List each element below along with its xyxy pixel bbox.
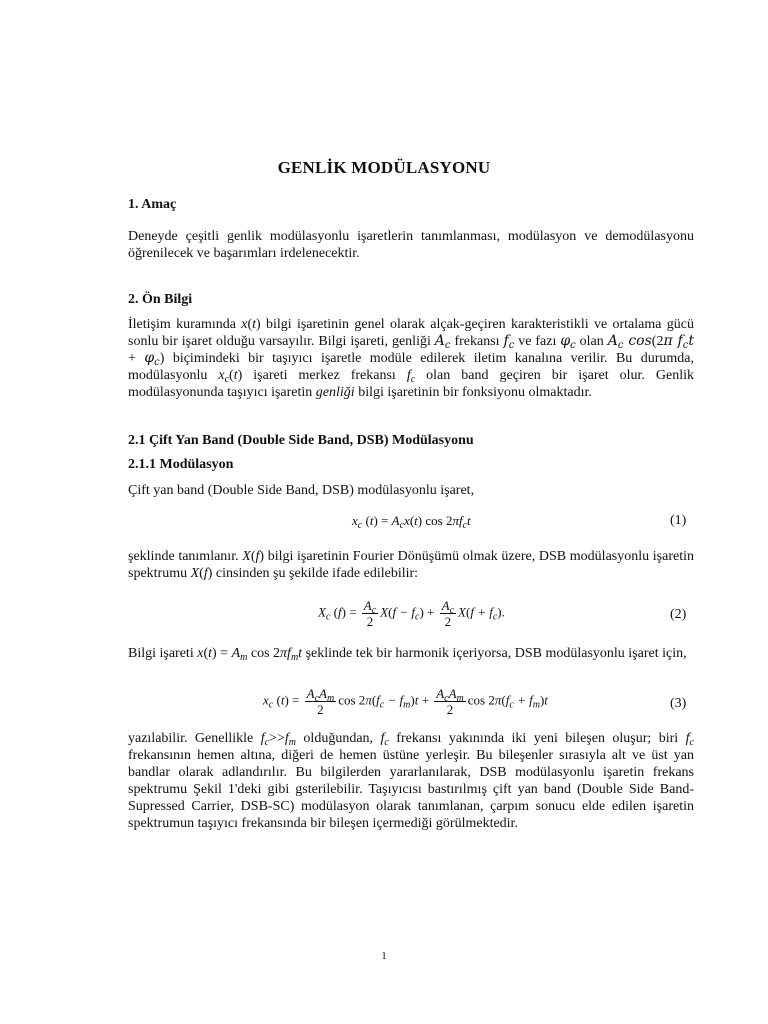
paragraph-single-harmonic: Bilgi işareti $x(t) = A_m$ $\cos 2\pi f_mt$ şeklinde tek bir harmonik içeriyorsa, DSB modülasyonlu işaret için, <box>128 646 687 663</box>
equation-2-number: (2) <box>670 607 687 622</box>
page-title: GENLİK MODÜLASYONU <box>277 158 491 177</box>
paragraph-sidebands: yazılabilir. Genellikle $f_c>>f_m$ olduğundan, $f_c$ frekansı yakınında iki yeni bileşen oluşur; biri $f_c$ frekansının hemen altına, diğeri de hemen üstüne yerleşir. Bu bileşenler sırasıyla alt ve üst yan bandlar olarak adlandırılır. Bu bilgilerden yararlanılarak, DSB modülasyonlu işaretin frekans spektrumu Şekil 1'deki gibi gsterilebilir. Taşıyıcısı bastırılmış çift yan band (Double Side Band-Supressed Carrier, DSB-SC) modülasyon olarak tanımlanan, çarpım sonucu elde edilen işaretin spektrumun taşıyıcı frekansında bir bileşen içermediği görülmektedir. <box>128 731 694 831</box>
equation-1: $x_c$ $(t) = A_cx(t)$ $\cos 2\pi f_ct$ <box>352 513 471 531</box>
paragraph-dsb-intro: Çift yan band (Double Side Band, DSB) modülasyonlu işaret, <box>128 483 475 498</box>
equation-1-number: (1) <box>670 513 687 528</box>
equation-2: $X_c$ (f) = $\frac{A_c}{2}$ $X(f - f_c)$ + $\frac{A_c}{2}$ $X(f + f_c)$. <box>318 598 505 629</box>
paragraph-on-bilgi: İletişim kuramında x(t) bilgi işaretinin genel olarak alçak-geçiren karakteristikli ve ortalama gücü sonlu bir işaret olduğu varsayılır. Bilgi işareti, genliği $A_c$ frekansı $f_c$ ve fazı $\varphi_c$ olan $A_c$ cos(2π $f_ct + \varphi_c$) biçimindeki bir taşıyıcı işaretle modüle edilerek iletim kanalına verilir. Bu durumda, modülasyonlu $x_c(t)$ işareti merkez frekansı $f_c$ olan band geçiren bir işaret olur. Genlik modülasyonunda taşıyıcı işaretin genliği bilgi işaretinin bir fonksiyonu olmaktadır. <box>128 317 695 400</box>
equation-3: $x_c$ (t) = $\frac{A_cA_m}{2}$ $\cos 2\pi(f_c - f_m)t$ + $\frac{A_cA_m}{2}$ $\cos 2\pi(f_c + f_m)t$ <box>263 686 548 717</box>
paragraph-amac: Deneyde çeşitli genlik modülasyonlu işaretlerin tanımlanması, modülasyon ve demodülasyonu öğrenilecek ve başarımları irdelenecektir. <box>128 229 694 261</box>
paragraph-fourier: şeklinde tanımlanır. X(f) bilgi işaretinin Fourier Dönüşümü olmak üzere, DSB modülasyonlu işaretin spektrumu X(f) cinsinden şu şekilde ifade edilebilir: <box>128 549 694 581</box>
page-number: 1 <box>381 950 387 962</box>
section-heading-modulasyon: 2.1.1 Modülasyon <box>128 457 234 472</box>
equation-3-number: (3) <box>670 696 687 711</box>
section-heading-on-bilgi: 2. Ön Bilgi <box>128 292 193 307</box>
section-heading-dsb: 2.1 Çift Yan Band (Double Side Band, DSB) Modülasyonu <box>128 433 474 448</box>
section-heading-amac: 1. Amaç <box>128 197 177 212</box>
